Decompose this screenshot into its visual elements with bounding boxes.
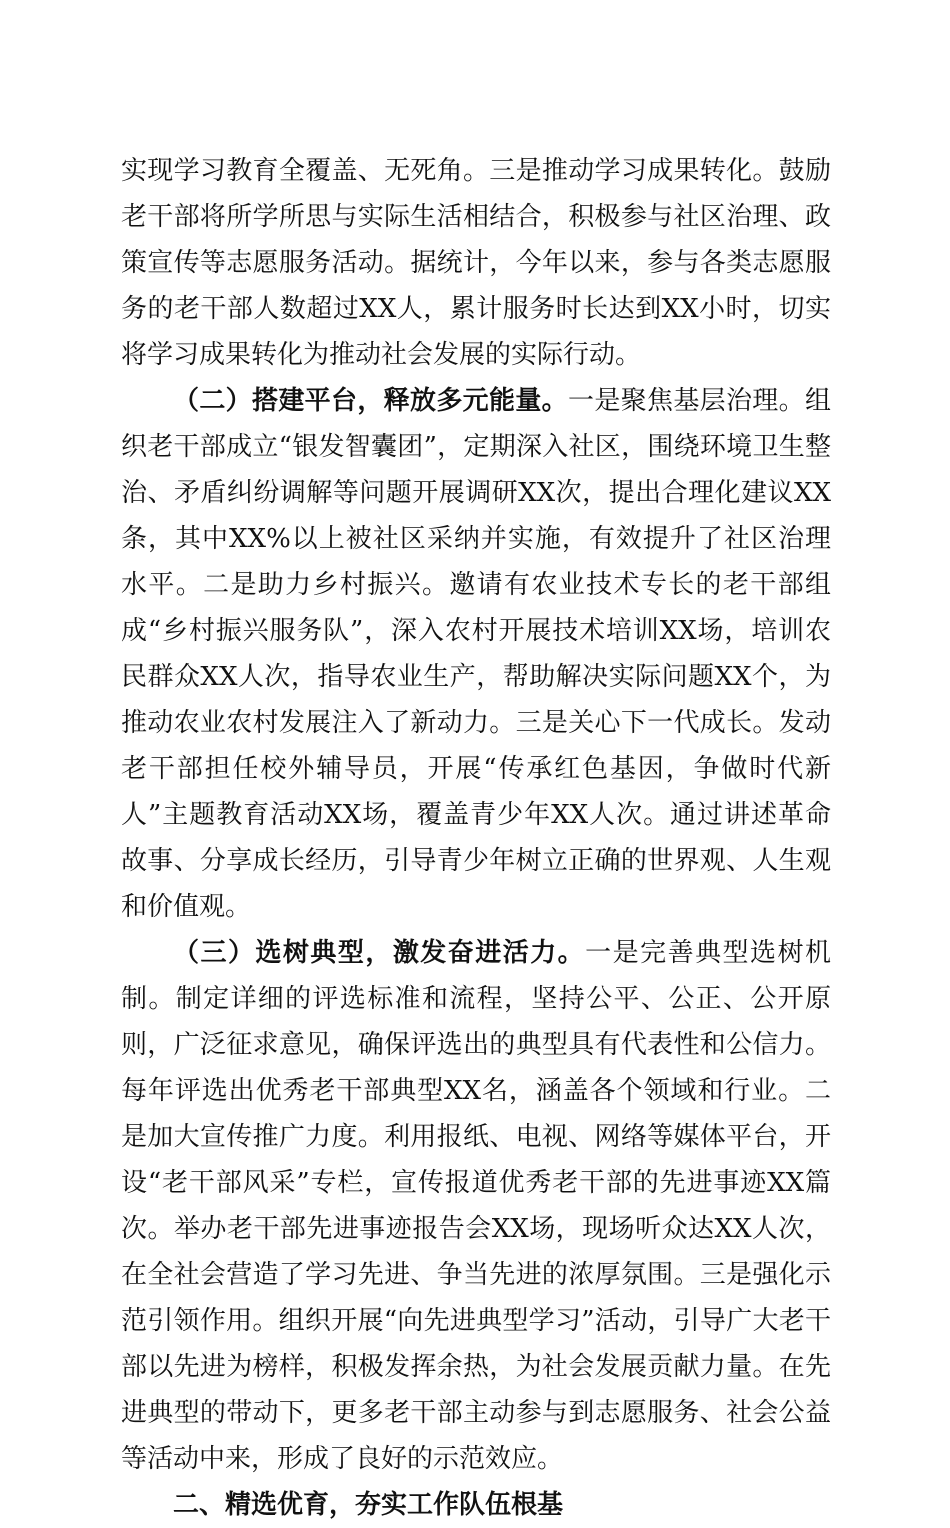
section-heading: 二、精选优育，夯实工作队伍根基: [173, 1490, 564, 1520]
paragraph-continuation: [121, 148, 831, 378]
paragraph-text: 一是完善典型选树机制。制定详细的评选标准和流程，坚持公平、公正、公开原则，广泛征求意见，确保评选出的典型具有代表性和公信力。每年评选出优秀老干部典型XX名，涵盖各个领域和行业。二是加大宣传推广力度。利用报纸、电视、网络等媒体平台，开设“老干部风采”专栏，宣传报道优秀老干部的先进事迹XX篇次。举办老干部先进事迹报告会XX场，现场听众达XX人次，在全社会营造了学习先进、争当先进的浓厚氛围。三是强化示范引领作用。组织开展“向先进典型学习”活动，引导广大老干部以先进为榜样，积极发挥余热，为社会发展贡献力量。在先进典型的带动下，更多老干部主动参与到志愿服务、社会公益等活动中来，形成了良好的示范效应。: [121, 938, 831, 1474]
document-body: [121, 148, 831, 1528]
paragraph-build-platform: [121, 378, 831, 930]
paragraph-lead-heading: （三）选树典型，激发奋进活力。: [173, 938, 586, 968]
paragraph-lead-heading: （二）搭建平台，释放多元能量。: [173, 386, 568, 416]
paragraph-select-models: [121, 930, 831, 1482]
paragraph-text: 一是聚焦基层治理。组织老干部成立“银发智囊团”，定期深入社区，围绕环境卫生整治、矛盾纠纷调解等问题开展调研XX次，提出合理化建议XX条，其中XX%以上被社区采纳并实施，有效提升了社区治理水平。二是助力乡村振兴。邀请有农业技术专长的老干部组成“乡村振兴服务队”，深入农村开展技术培训XX场，培训农民群众XX人次，指导农业生产，帮助解决实际问题XX个，为推动农业农村发展注入了新动力。三是关心下一代成长。发动老干部担任校外辅导员，开展“传承红色基因，争做时代新人”主题教育活动XX场，覆盖青少年XX人次。通过讲述革命故事、分享成长经历，引导青少年树立正确的世界观、人生观和价值观。: [121, 386, 831, 922]
paragraph-text: 实现学习教育全覆盖、无死角。三是推动学习成果转化。鼓励老干部将所学所思与实际生活相结合，积极参与社区治理、政策宣传等志愿服务活动。据统计，今年以来，参与各类志愿服务的老干部人数超过XX人，累计服务时长达到XX小时，切实将学习成果转化为推动社会发展的实际行动。: [121, 156, 831, 370]
